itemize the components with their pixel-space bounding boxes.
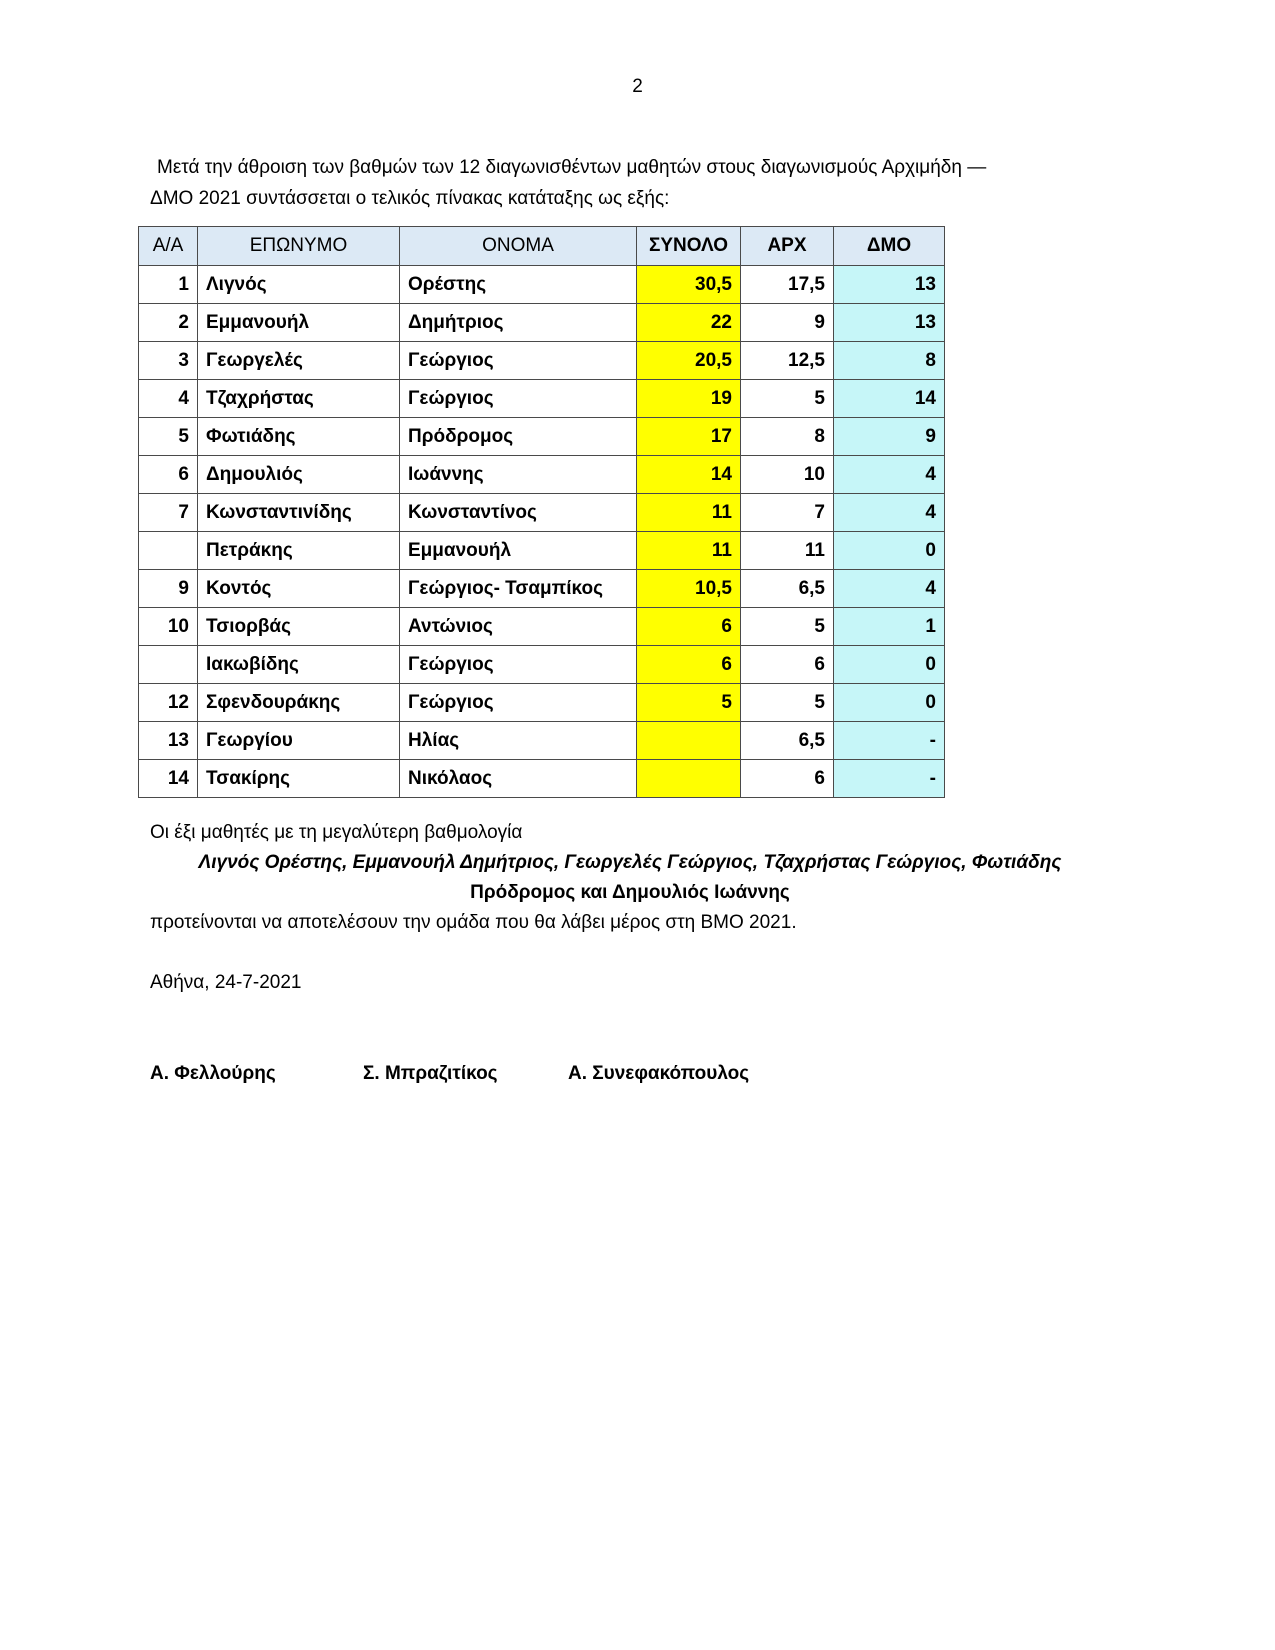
table-row [139,722,945,760]
cell-name: Κωνσταντίνος [400,494,637,532]
cell-total: 6 [637,608,741,646]
table-row [139,570,945,608]
cell-total: 5 [637,684,741,722]
cell-surname: Γεωργίου [198,722,400,760]
ranking-table [138,226,945,798]
cell-arx: 6 [741,646,834,684]
cell-surname: Δημουλιός [198,456,400,494]
cell-rank: 9 [139,570,198,608]
cell-arx: 10 [741,456,834,494]
cell-dmo: 13 [834,304,945,342]
header-arx: ΑΡΧ [741,227,834,266]
cell-name: Γεώργιος [400,342,637,380]
cell-total: 6 [637,646,741,684]
cell-name: Γεώργιος [400,646,637,684]
table-row [139,646,945,684]
cell-surname: Λιγνός [198,266,400,304]
cell-name: Εμμανουήλ [400,532,637,570]
cell-arx: 12,5 [741,342,834,380]
cell-total: 30,5 [637,266,741,304]
cell-total [637,760,741,798]
cell-name: Πρόδρομος [400,418,637,456]
page-number: 2 [632,76,643,97]
header-dmo: ΔΜΟ [834,227,945,266]
cell-arx: 7 [741,494,834,532]
cell-rank: 13 [139,722,198,760]
cell-dmo: 4 [834,456,945,494]
cell-rank [139,646,198,684]
place-date: Αθήνα, 24-7-2021 [150,972,302,993]
cell-dmo: 9 [834,418,945,456]
cell-rank: 6 [139,456,198,494]
cell-name: Γεώργιος [400,380,637,418]
intro-line-2: ΔΜΟ 2021 συντάσσεται ο τελικός πίνακας κατάταξης ως εξής: [150,188,670,209]
intro-line-1: Μετά την άθροιση των βαθμών των 12 διαγωνισθέντων μαθητών στους διαγωνισμούς Αρχιμήδη — [157,157,987,178]
cell-name: Δημήτριος [400,304,637,342]
signature-3: Α. Συνεφακόπουλος [568,1063,750,1084]
cell-rank: 5 [139,418,198,456]
cell-arx: 9 [741,304,834,342]
header-total: ΣΥΝΟΛΟ [637,227,741,266]
cell-arx: 5 [741,380,834,418]
table-row [139,494,945,532]
table-row [139,760,945,798]
cell-surname: Κοντός [198,570,400,608]
header-surname: ΕΠΩΝΥΜΟ [198,227,400,266]
table-row [139,304,945,342]
selected-line-2: Πρόδρομος και Δημουλιός Ιωάννης [470,882,790,903]
table-header-row [139,227,945,266]
cell-surname: Κωνσταντινίδης [198,494,400,532]
cell-dmo: 14 [834,380,945,418]
cell-dmo: - [834,722,945,760]
cell-name: Γεώργιος [400,684,637,722]
cell-rank [139,532,198,570]
after-table-text: Οι έξι μαθητές με τη μεγαλύτερη βαθμολογία [150,822,523,843]
cell-rank: 14 [139,760,198,798]
cell-surname: Φωτιάδης [198,418,400,456]
table-row [139,684,945,722]
cell-surname: Τσακίρης [198,760,400,798]
cell-rank: 7 [139,494,198,532]
cell-surname: Τζαχρήστας [198,380,400,418]
cell-name: Αντώνιος [400,608,637,646]
cell-dmo: 0 [834,646,945,684]
table-row [139,342,945,380]
cell-total: 20,5 [637,342,741,380]
cell-arx: 5 [741,608,834,646]
cell-surname: Τσιορβάς [198,608,400,646]
cell-surname: Πετράκης [198,532,400,570]
cell-arx: 6,5 [741,570,834,608]
table-row [139,380,945,418]
table-row [139,418,945,456]
cell-total: 19 [637,380,741,418]
cell-surname: Εμμανουήλ [198,304,400,342]
selected-line-1: Λιγνός Ορέστης, Εμμανουήλ Δημήτριος, Γεωργελές Γεώργιος, Τζαχρήστας Γεώργιος, Φωτιάδης [198,852,1062,873]
cell-name: Ιωάννης [400,456,637,494]
intro-paragraph [150,152,1110,214]
cell-surname: Σφενδουράκης [198,684,400,722]
table-row [139,532,945,570]
selected-students [150,848,1110,908]
signature-1: Α. Φελλούρης [150,1063,276,1084]
cell-rank: 4 [139,380,198,418]
cell-total: 10,5 [637,570,741,608]
header-name: ΟΝΟΜΑ [400,227,637,266]
cell-dmo: 4 [834,570,945,608]
cell-dmo: 4 [834,494,945,532]
cell-dmo: 8 [834,342,945,380]
cell-rank: 12 [139,684,198,722]
cell-total [637,722,741,760]
cell-total: 11 [637,532,741,570]
cell-rank: 2 [139,304,198,342]
table-row [139,608,945,646]
cell-dmo: 0 [834,532,945,570]
cell-name: Γεώργιος- Τσαμπίκος [400,570,637,608]
cell-arx: 6,5 [741,722,834,760]
header-rank: Α/Α [139,227,198,266]
cell-name: Νικόλαος [400,760,637,798]
cell-surname: Γεωργελές [198,342,400,380]
cell-arx: 11 [741,532,834,570]
cell-name: Ηλίας [400,722,637,760]
cell-dmo: 13 [834,266,945,304]
table-row [139,266,945,304]
cell-arx: 5 [741,684,834,722]
cell-arx: 8 [741,418,834,456]
cell-total: 11 [637,494,741,532]
conclusion-text: προτείνονται να αποτελέσουν την ομάδα που θα λάβει μέρος στη ΒΜΟ 2021. [150,912,797,933]
cell-total: 14 [637,456,741,494]
cell-arx: 6 [741,760,834,798]
cell-total: 22 [637,304,741,342]
signature-2: Σ. Μπραζιτίκος [363,1063,498,1084]
cell-rank: 1 [139,266,198,304]
cell-dmo: 0 [834,684,945,722]
cell-name: Ορέστης [400,266,637,304]
cell-rank: 10 [139,608,198,646]
cell-arx: 17,5 [741,266,834,304]
table-row [139,456,945,494]
cell-surname: Ιακωβίδης [198,646,400,684]
cell-dmo: 1 [834,608,945,646]
cell-dmo: - [834,760,945,798]
cell-total: 17 [637,418,741,456]
cell-rank: 3 [139,342,198,380]
